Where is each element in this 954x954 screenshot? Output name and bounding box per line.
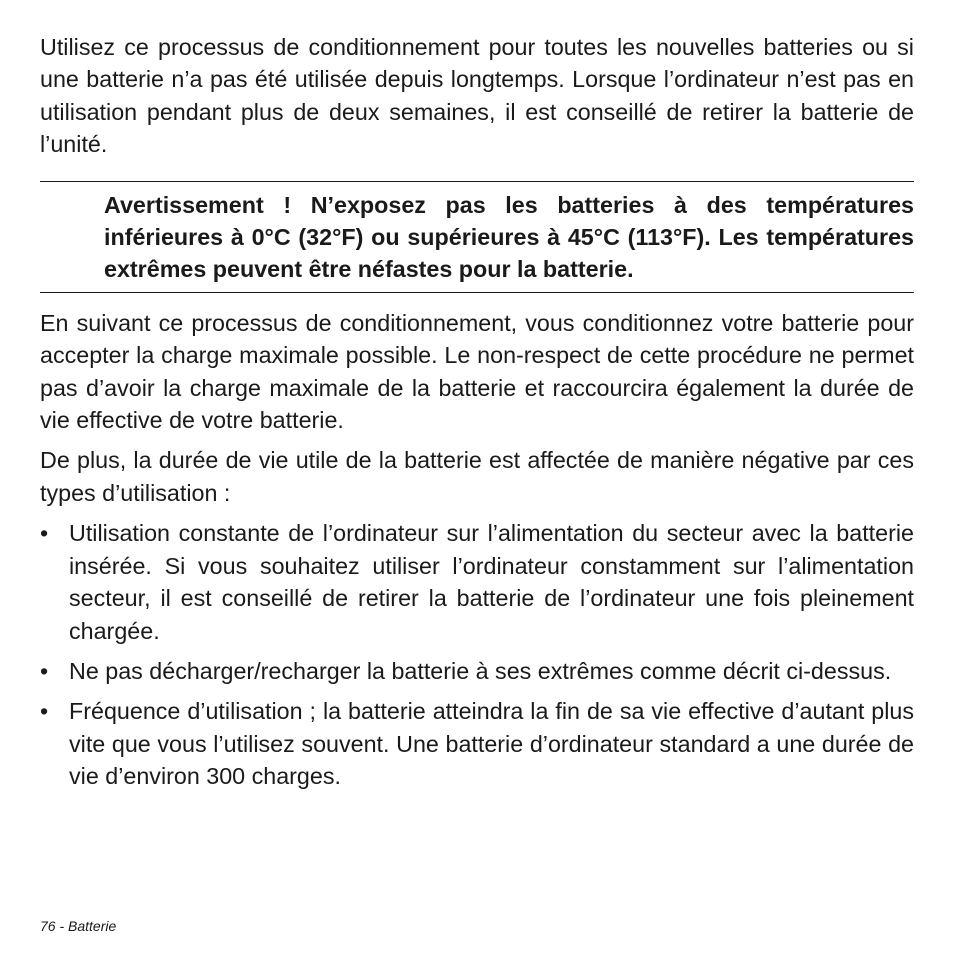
list-item-text: Ne pas décharger/recharger la batterie à ses extrêmes comme décrit ci-dessus. [69,657,892,684]
warning-text: Avertissement ! N’exposez pas les batteries à des températures inférieures à 0°C (32°F) ou supérieures à 45°C (113°F). Les températures extrêmes peuvent être néfastes pour la batterie. [104,191,914,283]
list-item-text: Utilisation constante de l’ordinateur sur l’alimentation du secteur avec la batterie insérée. Si vous souhaitez utiliser l’ordinateur constamment sur l’alimentation secteur, il est conseillé de retirer la batterie de l’ordinateur une fois pleinement chargée. [69,520,914,644]
list-item [40,695,914,792]
bullet-icon: • [40,698,49,725]
conditioning-paragraph: En suivant ce processus de conditionnement, vous conditionnez votre batterie pour accepter la charge maximale possible. Le non-respect de cette procédure ne permet pas d’avoir la charge maximale de la batterie et raccourcira également la durée de vie effective de votre batterie. [40,309,914,434]
bullet-icon: • [40,520,49,547]
bullet-icon: • [40,657,49,684]
page-footer: 76 - Batterie [40,918,117,934]
negative-usage-intro: De plus, la durée de vie utile de la batterie est affectée de manière négative par ces types d’utilisation : [40,447,914,506]
warning-box [40,181,914,293]
list-item-text: Fréquence d’utilisation ; la batterie atteindra la fin de sa vie effective d’autant plus vite que vous l’utilisez souvent. Une batterie d’ordinateur standard a une durée de vie d’environ 300 charges. [69,698,914,790]
list-item [40,517,914,647]
document-page [40,31,914,801]
list-item [40,655,914,687]
intro-paragraph: Utilisez ce processus de conditionnement pour toutes les nouvelles batteries ou si une batterie n’a pas été utilisée depuis longtemps. Lorsque l’ordinateur n’est pas en utilisation pendant plus de deux semaines, il est conseillé de retirer la batterie de l’unité. [40,34,914,158]
usage-list [40,517,914,792]
